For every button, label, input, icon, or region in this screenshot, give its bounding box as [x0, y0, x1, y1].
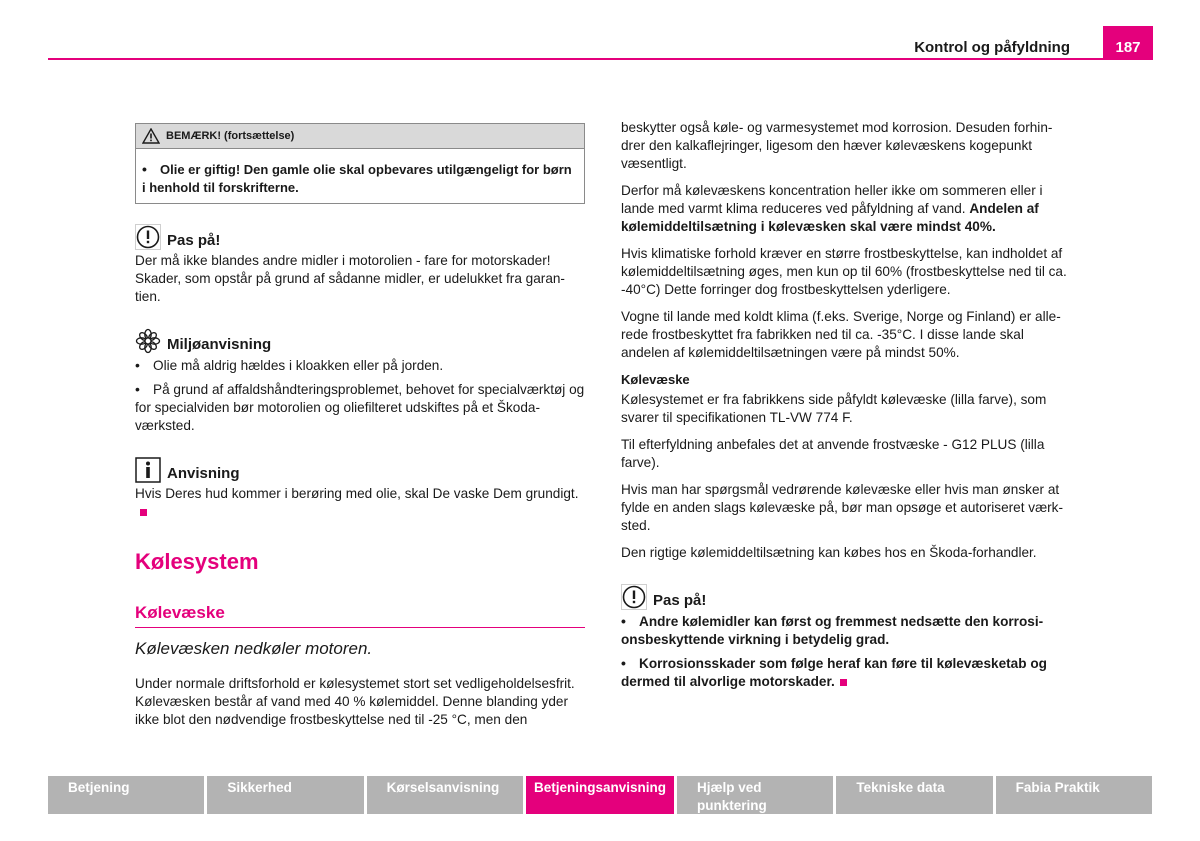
caution-note [135, 224, 585, 306]
subsection-title: Kølevæske [135, 603, 585, 628]
caution-text: Der må ikke blandes andre midler i motorolien - fare for motorskader! Skader, som opstår på grund af sådanne midler, er udelukket fra garan-tien. [135, 253, 565, 304]
environment-header [135, 328, 585, 354]
warning-title: BEMÆRK! (fortsættelse) [166, 130, 295, 142]
paragraph: Til efterfyldning anbefales det at anvende frostvæske - G12 PLUS (lilla farve). [621, 437, 1045, 470]
bullet-icon: • [142, 161, 147, 177]
subheading: Kølevæske [621, 372, 690, 387]
environment-note [135, 328, 585, 435]
warning-bullet-text: Olie er giftig! Den gamle olie skal opbevares utilgængeligt for børn i henhold til forskrifterne. [142, 162, 572, 195]
info-text-content: Hvis Deres hud kommer i berøring med olie, skal De vaske Dem grundigt. [135, 486, 579, 501]
list-item [621, 612, 1073, 649]
end-mark-icon [840, 679, 847, 686]
warning-triangle-icon [142, 128, 160, 144]
paragraph: Hvis klimatiske forhold kræver en større frostbeskyttelse, kan indholdet af kølemiddeltilsætning øges, men kun op til 60% (frostbeskyttelse ned til ca. -40°C) Dette forringer dog frostbeskyttelsen yderligere. [621, 246, 1067, 297]
paragraph: beskytter også køle- og varmesystemet mod korrosion. Desuden forhin-drer den kalkaflejringer, ligesom den hæver kølevæskens kogepunkt væsentligt. [621, 120, 1053, 171]
nav-tab-betjening[interactable]: Betjening [48, 776, 204, 814]
environment-title: Miljøanvisning [167, 336, 272, 353]
list-item-text: Andre kølemidler kan først og fremmest nedsætte den korrosi-onsbeskyttende virkning i betydelig grad. [621, 614, 1044, 647]
left-column [135, 123, 585, 738]
info-icon [135, 457, 161, 483]
paragraph-text: Derfor må kølevæskens koncentration heller ikke om sommeren eller i lande med varmt klima reduceres ved påfyldning af vand. [621, 183, 1043, 216]
nav-tab-hjaelp-ved-punktering[interactable]: Hjælp ved punktering [677, 776, 833, 814]
nav-tab-korselsanvisning[interactable]: Kørselsanvisning [367, 776, 523, 814]
page-number: 187 [1103, 26, 1153, 60]
right-column [621, 119, 1073, 713]
warning-header [136, 124, 584, 149]
flower-icon [135, 328, 161, 354]
exclamation-circle-icon [135, 224, 161, 250]
bullet-icon: • [621, 613, 626, 629]
info-header [135, 457, 585, 483]
end-mark-icon [140, 509, 147, 516]
nav-tab-betjeningsanvisning[interactable]: Betjeningsanvisning [526, 776, 674, 814]
caution-title: Pas på! [653, 592, 707, 609]
info-text [135, 485, 585, 521]
info-note [135, 457, 585, 521]
list-item-text: På grund af affaldshåndteringsproblemet, behovet for specialværktøj og for specialviden bør motorolien og oliefilteret udskiftes på et Škoda-værksted. [135, 382, 585, 433]
header-rule [48, 58, 1152, 60]
caution-header [621, 584, 1073, 610]
caution-note [621, 584, 1073, 691]
body-text: Under normale driftsforhold er kølesystemet stort set vedligeholdelsesfrit. Kølevæsken består af vand med 40 % kølemiddel. Denne blanding yder ikke blot den nødvendige frostbeskyttelse ned til -25 °C, men den [135, 676, 575, 727]
paragraph: Kølesystemet er fra fabrikkens side påfyldt kølevæske (lilla farve), som svarer til specifikationen TL-VW 774 F. [621, 392, 1047, 425]
list-item [135, 380, 585, 435]
paragraph: Hvis man har spørgsmål vedrørende kølevæske eller hvis man ønsker at fylde en anden slags kølevæske på, bør man opsøge et autoriseret værk-sted. [621, 482, 1064, 533]
exclamation-circle-icon [621, 584, 647, 610]
bullet-icon: • [135, 381, 140, 397]
paragraph-bold-text: Andelen af kølemiddeltilsætning i kølevæsken skal være mindst 40%. [621, 201, 1039, 234]
bullet-icon: • [135, 357, 140, 373]
chapter-navigation [48, 776, 1152, 814]
list-item-text: Olie må aldrig hældes i kloakken eller på jorden. [153, 358, 444, 373]
info-title: Anvisning [167, 465, 240, 482]
warning-body [136, 149, 584, 203]
list-item [621, 654, 1073, 691]
nav-tab-sikkerhed[interactable]: Sikkerhed [207, 776, 363, 814]
caution-header [135, 224, 585, 250]
lead-text: Kølevæsken nedkøler motoren. [135, 639, 373, 658]
nav-tab-tekniske-data[interactable]: Tekniske data [836, 776, 992, 814]
page-header-title: Kontrol og påfyldning [914, 39, 1070, 56]
paragraph [621, 182, 1073, 236]
paragraph: Vogne til lande med koldt klima (f.eks. Sverige, Norge og Finland) er alle-rede frostbeskyttet fra fabrikken ned til ca. -35°C. I disse lande skal andelen af kølemiddeltilsætningen være på mindst 50%. [621, 309, 1061, 360]
bullet-icon: • [621, 655, 626, 671]
paragraph: Den rigtige kølemiddeltilsætning kan købes hos en Škoda-forhandler. [621, 545, 1037, 560]
nav-tab-fabia-praktik[interactable]: Fabia Praktik [996, 776, 1152, 814]
caution-title: Pas på! [167, 232, 221, 249]
list-item-text: Korrosionsskader som følge heraf kan føre til kølevæsketab og dermed til alvorlige motorskader. [621, 656, 1047, 689]
list-item [135, 356, 585, 375]
warning-box [135, 123, 585, 204]
section-title: Kølesystem [135, 549, 259, 574]
